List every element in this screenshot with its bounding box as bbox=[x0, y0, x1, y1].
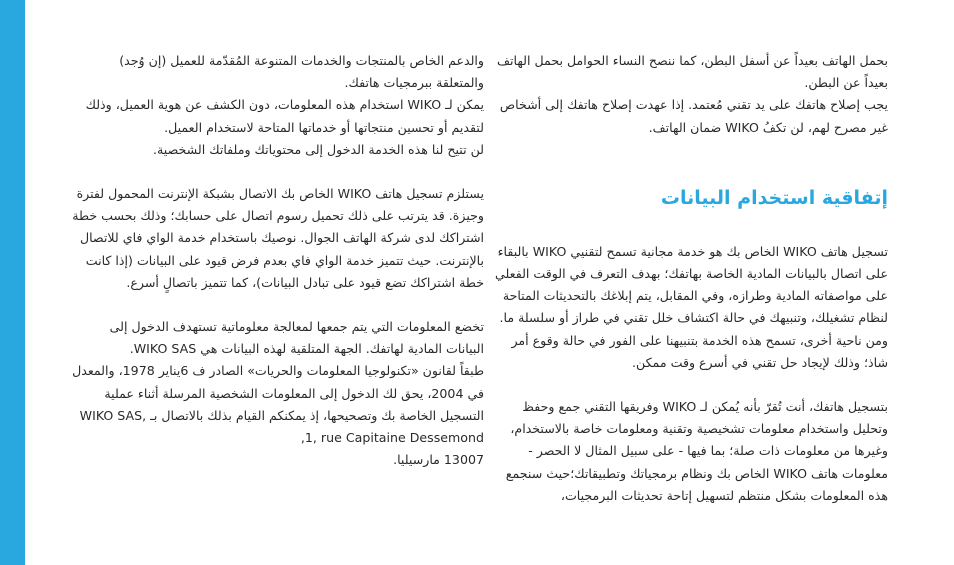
intro-text: بحمل الهاتف بعيداً عن أسفل البطن، كما ننصح النساء الحوامل بحمل الهاتف بعيداً عن البطن. يجب إصلاح هاتفك على يد تقني مُعتمد. إذا عهدت إصلاح هاتفك إلى أشخاص غير مصرح لهم، لن تكفُ WIKO ضمان الهاتف. bbox=[496, 53, 888, 135]
left-column bbox=[72, 50, 484, 471]
data-agreement-paragraph-2: بتسجيل هاتفك، أنت تُقرّ بأنه يُمكن لـ WIKO وفريقها التقني جمع وحفظ وتحليل واستخدام معلومات تشخيصية وتقنية ومعلومات خاصة بالاستخدام، وغيرها من معلومات ذات صلة؛ بما فيها - على سبيل المثال لا الحصر - معلومات هاتف WIKO الخاص بك ونظام برمجياتك وتطبيقاتك؛حيث سنجمع هذه المعلومات بشكل منتظم لتسهيل إتاحة تحديثات البرمجيات، bbox=[505, 399, 888, 503]
side-accent-bar bbox=[0, 0, 25, 565]
right-column bbox=[492, 50, 888, 507]
support-paragraph: والدعم الخاص بالمنتجات والخدمات المتنوعة المُقدّمة للعميل (إن وُجد) والمتعلقة ببرمجيات هاتفك. يمكن لـ WIKO استخدام هذه المعلومات، دون الكشف عن هوية العميل، وذلك لتقديم أو تحسين منتجاتها أو خدماتها المتاحة لاستخدام العميل. لن تتيح لنا هذه الخدمة الدخول إلى محتوياتك وملفاتك الشخصية. bbox=[85, 53, 484, 157]
data-agreement-paragraph-1: تسجيل هاتف WIKO الخاص بك هو خدمة مجانية تسمح لتقنيي WIKO بالبقاء على اتصال بالبيانات المادية الخاصة بهاتفك؛ بهدف التعرف في الوقت الفعلي على مواصفاته المادية وطرازه، وفي المقابل، يتم إبلاغك بالتحديثات المتاحة لنظام تشغيلك، وتنبيهك في حالة اكتشاف خلل تقني في طراز أو سلسلة ما. ومن ناحية أخرى، تسمح هذه الخدمة بتنبيهنا على الفور في حالة وقوع أمر شاذ؛ وذلك لإيجاد حل تقني في أسرع وقت ممكن. bbox=[494, 243, 888, 370]
connection-paragraph: يستلزم تسجيل هاتف WIKO الخاص بك الاتصال بشبكة الإنترنت المحمول لفترة وجيزة. قد يترتب على ذلك تحميل رسوم اتصال على حسابك؛ وذلك بحسب خطة اشتراكك لدى شركة الهاتف الجوال. نوصيك باستخدام خدمة الواي فاي للاتصال بالإنترنت. حيث تتميز خدمة الواي فاي بعدم فرض قيود على البيانات (إذا كانت خطة اشتراكك تضع قيود على تبادل البيانات)، كما تتميز باتصالٍ أسرع. bbox=[72, 186, 484, 290]
section-heading: إتفاقية استخدام البيانات bbox=[660, 186, 888, 209]
privacy-paragraph: تخضع المعلومات التي يتم جمعها لمعالجة معلوماتية تستهدف الدخول إلى البيانات المادية لهاتفك. الجهة المتلقية لهذه البيانات هي WIKO SAS. طبقاً لقانون «تكنولوجيا المعلومات والحريات» الصادر ف 6يناير 1978، والمعدل في 2004، يحق لك الدخول إلى المعلومات الشخصية المرسلة أثناء عملية التسجيل الخاصة بك وتصحيحها، إذ يمكنكم القيام بذلك بالاتصال بـ WIKO SAS, 1, rue Capitaine Dessemond, 13007 مارسيليا. bbox=[72, 319, 484, 468]
